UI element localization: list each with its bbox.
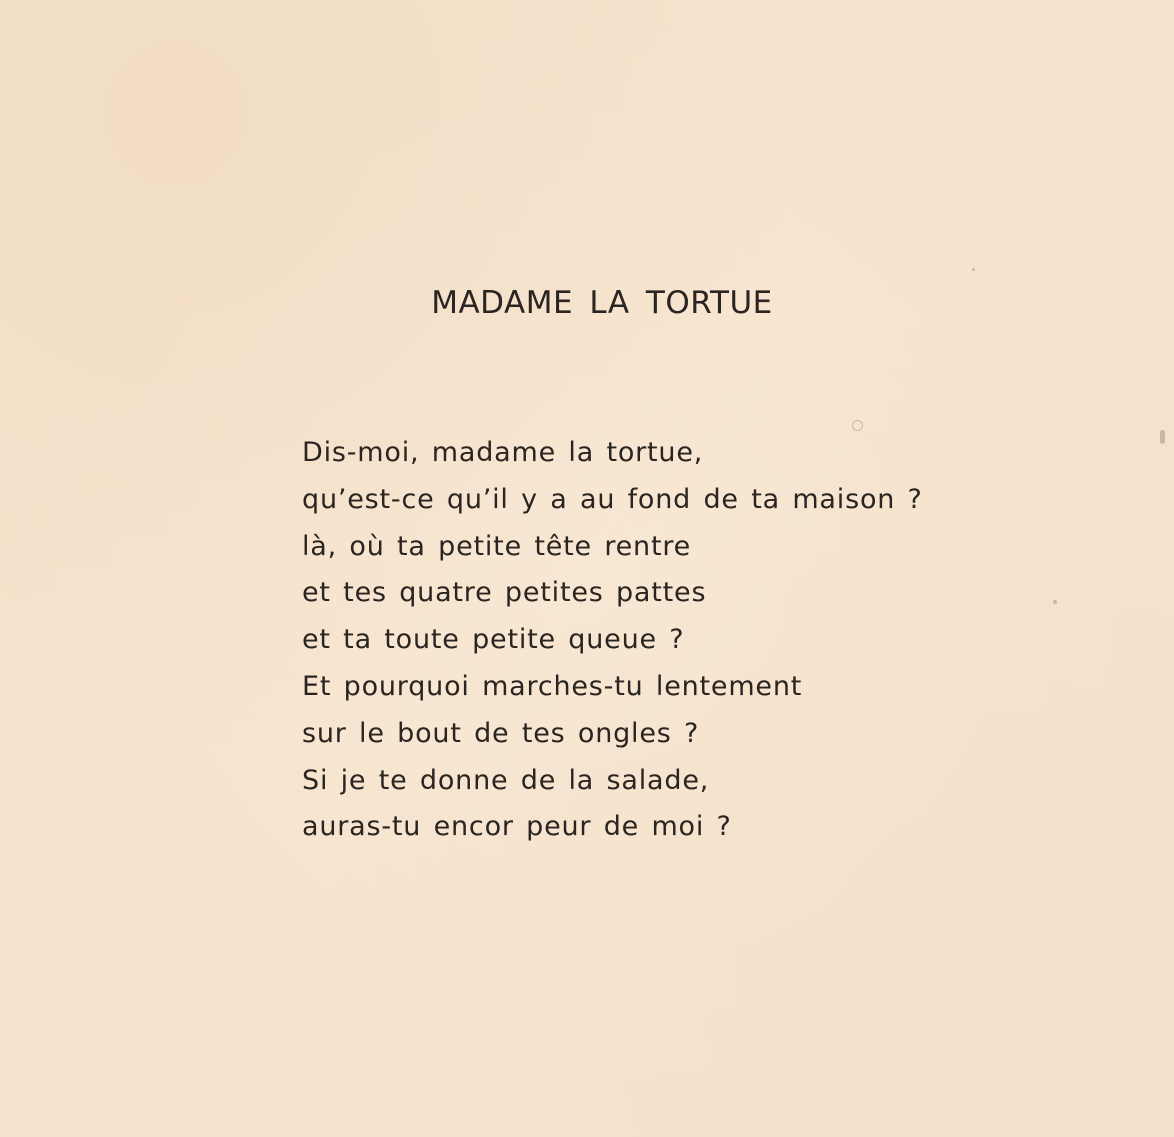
- poem-title: MADAME LA TORTUE: [431, 285, 773, 321]
- poem-line: sur le bout de tes ongles ?: [302, 717, 700, 749]
- paper-speck: [1160, 430, 1165, 444]
- poem-line: et ta toute petite queue ?: [302, 624, 685, 656]
- poem-body: [302, 430, 1022, 851]
- poem-line: Dis-moi, madame la tortue,: [302, 437, 704, 468]
- paper-speck: [852, 420, 863, 431]
- poem-line: Et pourquoi marches-tu lentement: [302, 670, 803, 702]
- poem-line: auras-tu encor peur de moi ?: [302, 811, 732, 843]
- paper-speck: [1053, 600, 1057, 604]
- poem-line: et tes quatre petites pattes: [302, 577, 707, 609]
- paper-speck: [972, 268, 975, 271]
- poem-line: Si je te donne de la salade,: [302, 764, 710, 796]
- poem-line: là, où ta petite tête rentre: [302, 530, 692, 562]
- poem-line: qu’est-ce qu’il y a au fond de ta maison ?: [302, 483, 923, 515]
